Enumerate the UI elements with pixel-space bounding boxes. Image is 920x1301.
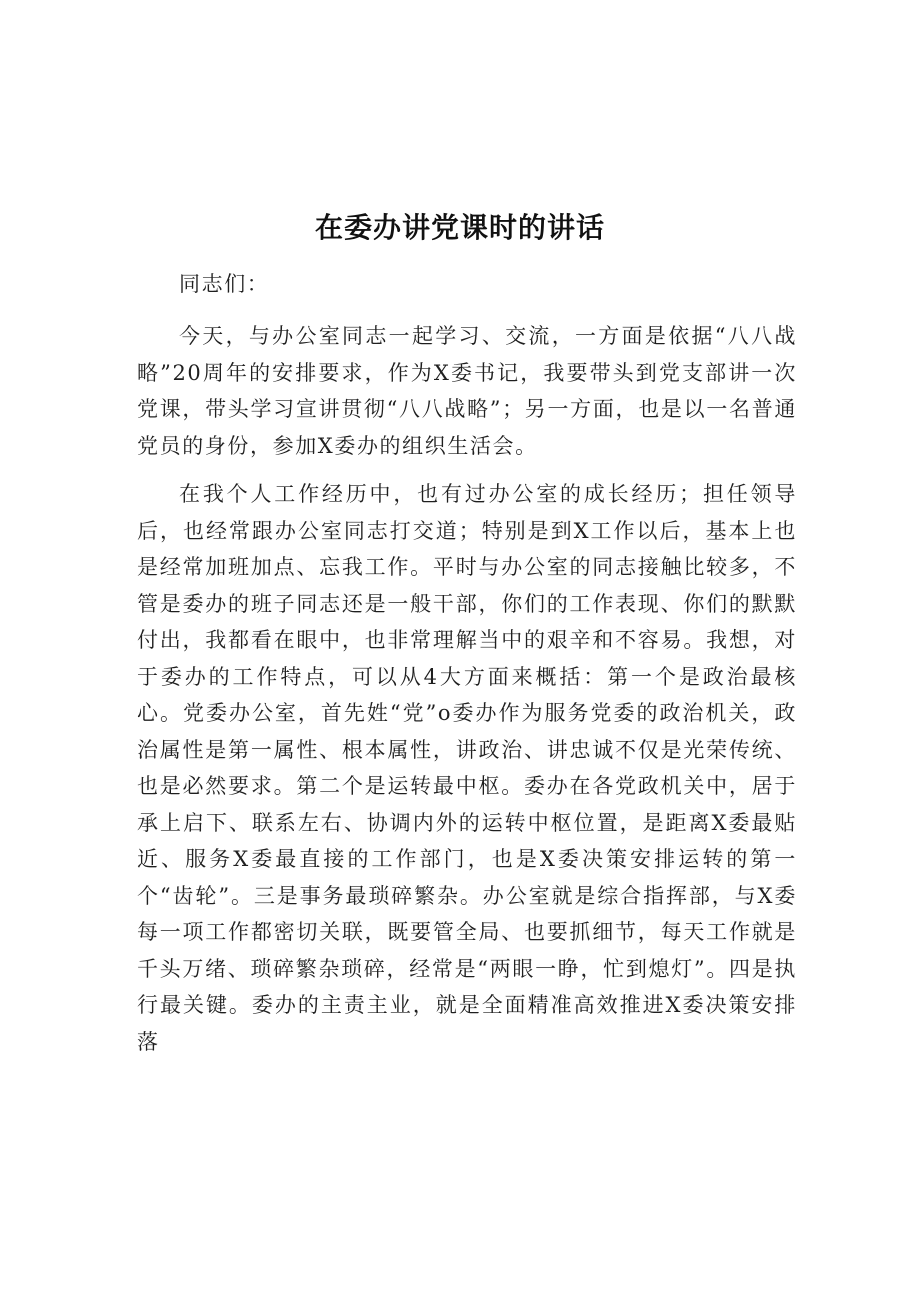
document-title: 在委办讲党课时的讲话 [314,211,605,244]
paragraph-1: 今天，与办公室同志一起学习、交流，一方面是依据“八八战略”20周年的安排要求，作为X委书记，我要带头到党支部讲一次党课，带头学习宣讲贯彻“八八战略”；另一方面，也是以一名普通党员的身份，参加X委办的组织生活会。 [137,324,797,458]
salutation: 同志们： [179,272,270,296]
paragraph-2: 在我个人工作经历中，也有过办公室的成长经历；担任领导后，也经常跟办公室同志打交道；特别是到X工作以后，基本上也是经常加班加点、忘我工作。平时与办公室的同志接触比较多，不管是委办的班子同志还是一般干部，你们的工作表现、你们的默默付出，我都看在眼中，也非常理解当中的艰辛和不容易。我想，对于委办的工作特点，可以从4大方面来概括：第一个是政治最核心。党委办公室，首先姓“党”o委办作为服务党委的政治机关，政治属性是第一属性、根本属性，讲政治、讲忠诚不仅是光荣传统、也是必然要求。第二个是运转最中枢。委办在各党政机关中，居于承上启下、联系左右、协调内外的运转中枢位置，是距离X委最贴近、服务X委最直接的工作部门，也是X委决策安排运转的第一个“齿轮”。三是事务最琐碎繁杂。办公室就是综合指挥部，与X委每一项工作都密切关联，既要管全局、也要抓细节，每天工作就是千头万绪、琐碎繁杂琐碎，经常是“两眼一睁，忙到熄灯”。四是执行最关键。委办的主责主业，就是全面精准高效推进X委决策安排落 [137,482,797,1054]
